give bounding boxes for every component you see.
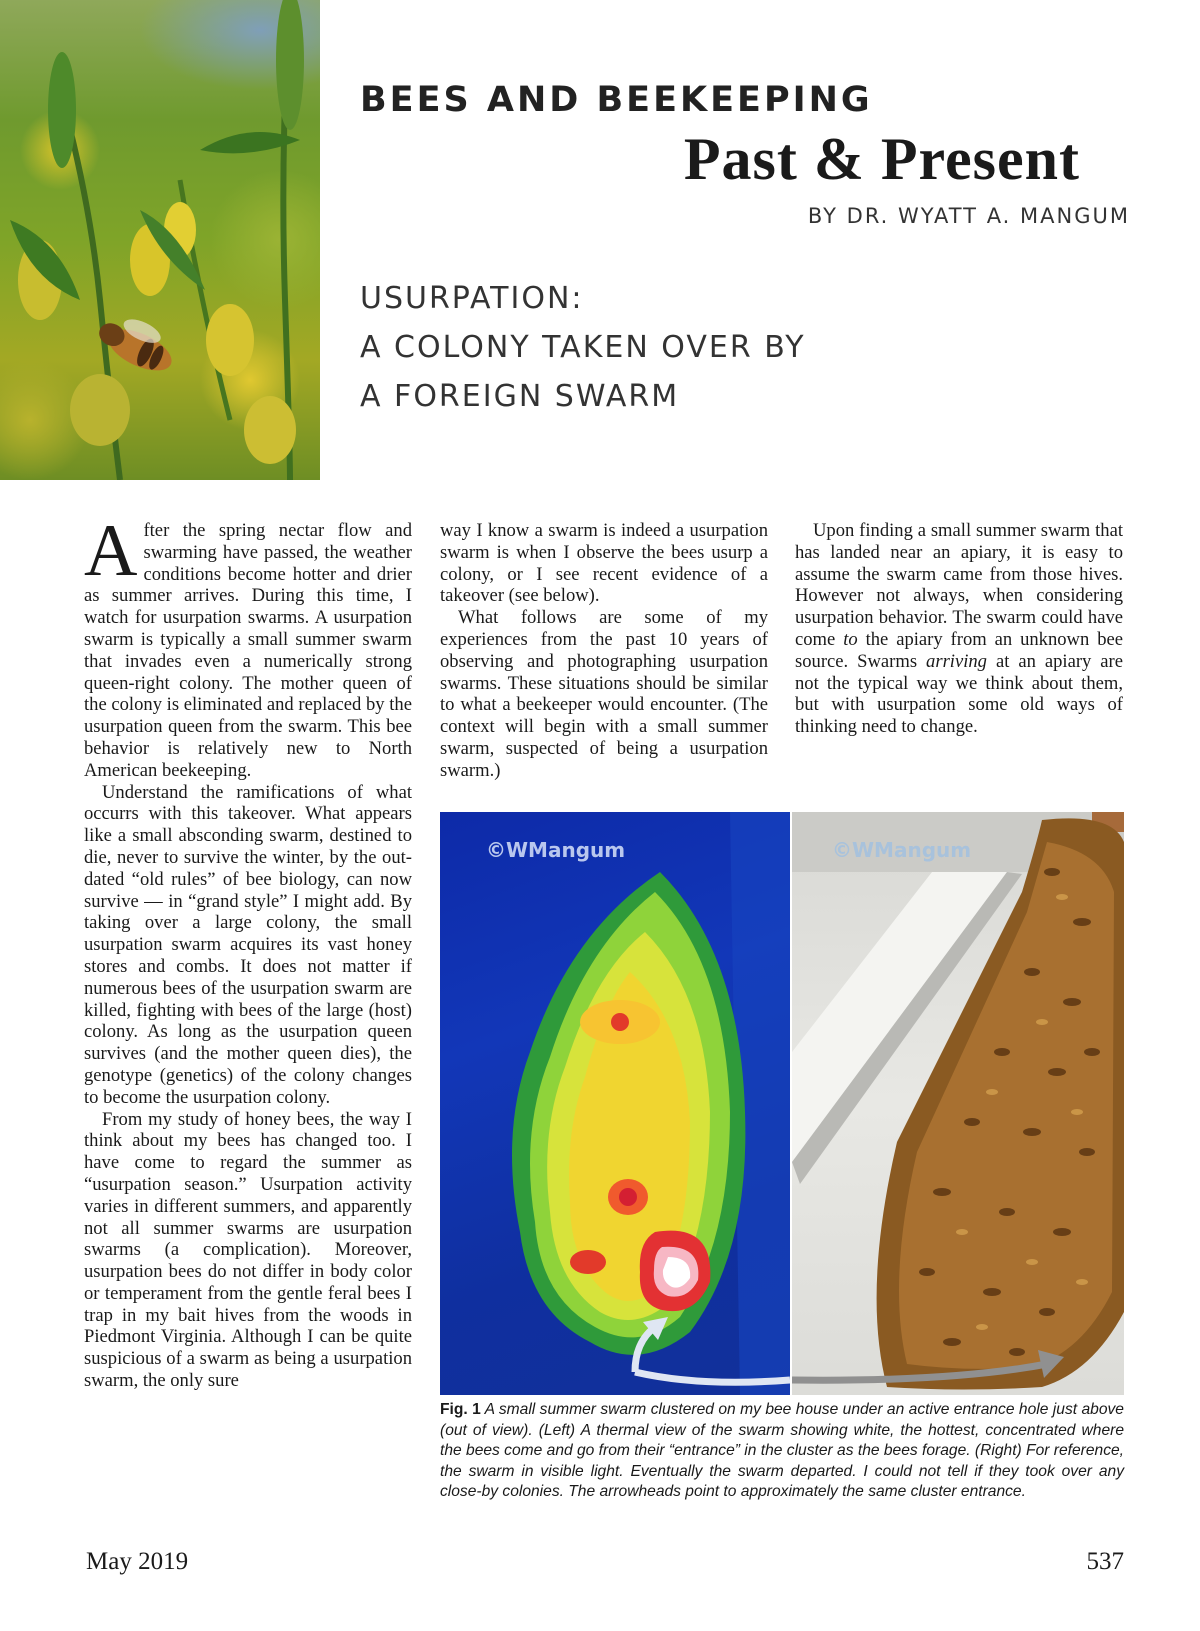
caption-label: Fig. 1 bbox=[440, 1401, 481, 1418]
header-photo-bee-on-flowers bbox=[0, 0, 320, 480]
figure-caption bbox=[440, 1400, 1124, 1503]
article-title-line-2: A COLONY TAKEN OVER BY bbox=[360, 330, 806, 365]
thermal-image bbox=[440, 812, 790, 1395]
emphasis: to bbox=[843, 628, 858, 650]
visible-light-image-art bbox=[792, 812, 1124, 1395]
footer-date: May 2019 bbox=[86, 1548, 189, 1575]
thermal-image-art bbox=[440, 812, 790, 1395]
text-run: Upon finding a small summer swarm that has landed near an apiary, it is easy to assume the swarm came from those hives. However not always, when considering usurpation behavior. The swarm could have come bbox=[795, 520, 1123, 650]
caption-text: A small summer swarm clustered on my bee house under an active entrance hole just above (out of view). (Left) A thermal view of the swarm showing white, the hottest, concentrated where the bees come and go from their “entrance” in the cluster as the bees forage. (Right) For reference, the swarm in visible light. Eventually the swarm departed. I could not tell if they took over any close-by colonies. The arrowheads point to approximately the same cluster entrance. bbox=[440, 1401, 1124, 1500]
article-title bbox=[360, 274, 1150, 421]
paragraph bbox=[84, 510, 412, 782]
watermark: ©WMangum bbox=[832, 838, 972, 862]
visible-light-image bbox=[792, 812, 1124, 1395]
figure-1 bbox=[440, 812, 1124, 1395]
article-title-line-1: USURPATION: bbox=[360, 281, 584, 316]
page-number: 537 bbox=[1086, 1548, 1124, 1575]
text-run: the apiary from an unknown bee source. Swarms bbox=[795, 628, 1123, 672]
paragraph: From my study of honey bees, the way I think about my bees has changed too. I have come to regard the summer as “usurpation season.” Usurpation activity varies in different summers, and apparently not all summer swarms are usurpation swarms (a complication). Moreover, usurpation bees do not differ in body color or temperament from the gentle feral bees I trap in my bait hives from the woods in Piedmont Virginia. Although I can be quite suspicious of a swarm as being a usurpation swarm, the only sure bbox=[84, 1108, 412, 1392]
paragraph: What follows are some of my experiences from the past 10 years of observing and photographing usurpation swarms. These situations should be similar to what a beekeeper would encounter. (The context will begin with a small summer swarm, suspected of being a usurpation swarm.) bbox=[440, 607, 768, 781]
series-subtitle: Past & Present bbox=[683, 126, 1080, 192]
paragraph bbox=[795, 520, 1123, 738]
text-run: at an apiary are not the typical way we think about them, but with usurpation some old ways of thinking need to change. bbox=[795, 650, 1123, 738]
body-column-3 bbox=[795, 520, 1123, 738]
drop-cap: A bbox=[84, 510, 138, 592]
byline: BY DR. WYATT A. MANGUM bbox=[807, 204, 1130, 228]
body-column-2 bbox=[440, 520, 768, 782]
body-column-1 bbox=[84, 510, 412, 1392]
paragraph: way I know a swarm is indeed a usurpation swarm is when I observe the bees usurp a colony, or I see recent evidence of a takeover (see below). bbox=[440, 520, 768, 607]
emphasis: arriving bbox=[926, 650, 987, 672]
paragraph-text: fter the spring nectar flow and swarming have passed, the weather conditions become hotter and drier as summer arrives. During this time, I watch for usurpation swarms. A usurpation swarm is typically a small summer swarm that invades even a numerically strong queen-right colony. The mother queen of the colony is eliminated and replaced by the usurpation queen from the swarm. This bee behavior is relatively new to North American beekeeping. bbox=[84, 520, 412, 781]
series-title: BEES AND BEEKEEPING bbox=[360, 80, 873, 120]
watermark: ©WMangum bbox=[486, 838, 626, 862]
article-title-line-3: A FOREIGN SWARM bbox=[360, 379, 680, 414]
paragraph: Understand the ramifications of what occurrs with this takeover. What appears like a small absconding swarm, destined to die, never to survive the winter, by the out-dated “old rules” of bee biology, can now survive — in “grand style” I might add. By taking over a large colony, the small usurpation swarm acquires its vast honey stores and combs. It does not matter if numerous bees of the usurpation swarm are killed, fighting with bees of the large (host) colony. As long as the usurpation queen survives (and the mother queen dies), the genotype (genetics) of the colony changes to become the usurpation colony. bbox=[84, 781, 412, 1108]
header-photo-art bbox=[0, 0, 320, 480]
